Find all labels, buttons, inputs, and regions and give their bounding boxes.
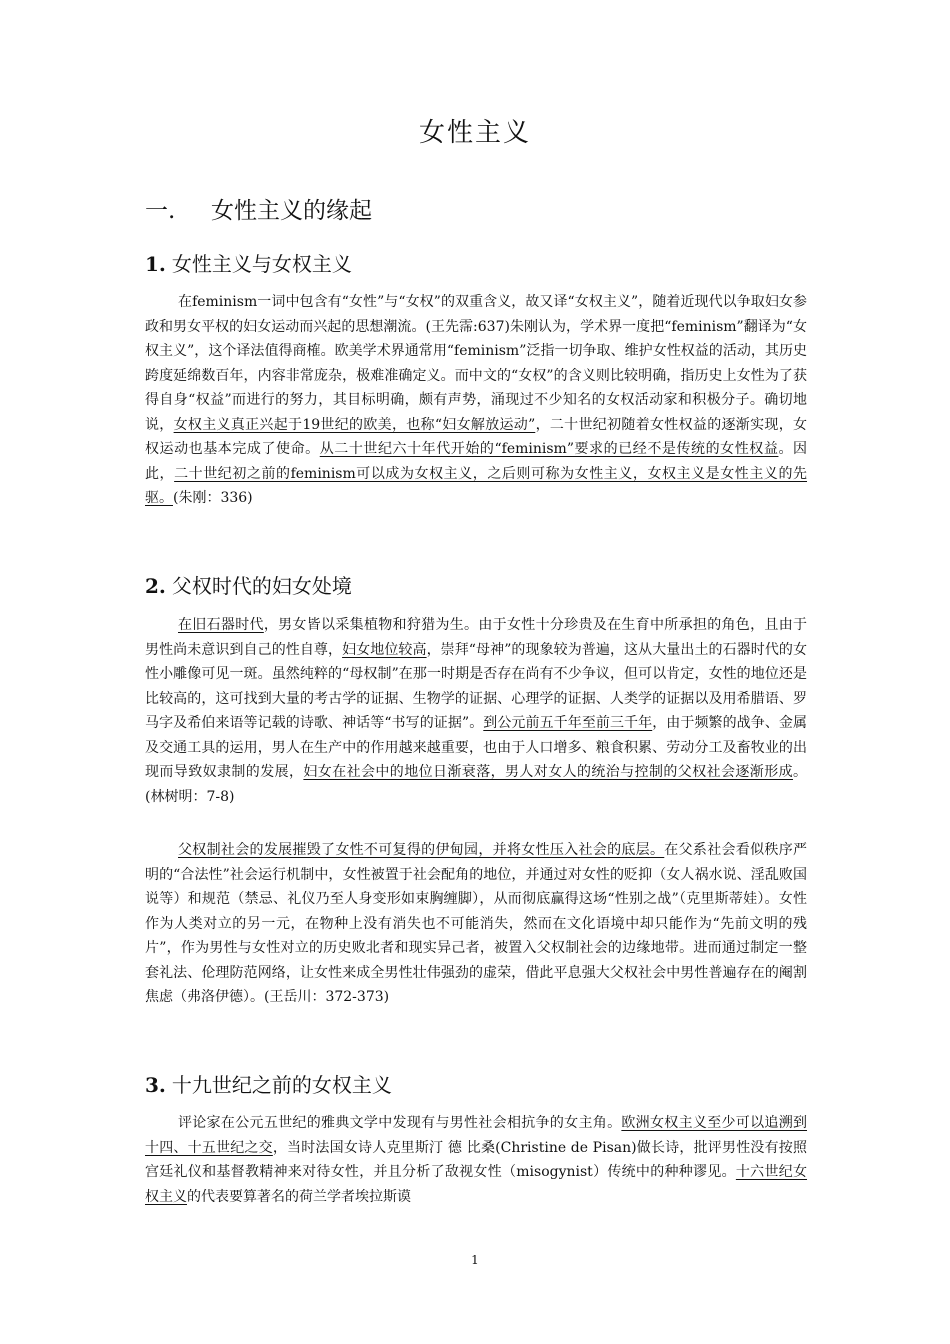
citation-text: 。(林树明：7-8) (145, 764, 808, 805)
paragraph-text: ，崇拜“母神”的现象较为普遍，这从大量出土的石器时代的女性小雕像可见一斑。虽然纯粹的“母权制”在那一时期是否存在尚有不少争议，但可以肯定，女性的地位还是比较高的，这可找到大量的考古学的证据、生物学的证据、心理学的证据、人类学的证据以及用希腊语、罗马字及希伯来语等记载的诗歌、神话等“书写的证据”。 (145, 641, 807, 731)
page-number: 1 (471, 1253, 479, 1267)
paragraph-text: 。因此， (145, 441, 807, 482)
sub-heading-number: 1. (145, 252, 166, 276)
paragraph-patriarchy-origin (145, 613, 807, 809)
paragraph-text: ，当时法国女诗人克里斯汀 德 比桑(Christine de Pisan)做长诗，批评男性没有按照宫廷礼仪和基督教精神来对待女性，并且分析了敌视女性（misogynist）传统中的种种谬见。 (145, 1139, 808, 1180)
sub-heading-1 (145, 248, 352, 277)
sub-heading-3 (145, 1069, 392, 1098)
underlined-text: 十六世纪女权主义 (145, 1164, 808, 1205)
sub-heading-title: 父权时代的妇女处境 (171, 574, 352, 598)
sub-heading-number: 2. (145, 574, 166, 598)
section-title: 女性主义的缘起 (211, 198, 372, 224)
underlined-text: 欧洲女权主义至少可以追溯到十四、十五世纪之交 (145, 1115, 808, 1156)
paragraph-text: ，二十世纪初随着女性权益的逐渐实现，女权运动也基本完成了使命。 (145, 416, 808, 457)
sub-heading-title: 十九世纪之前的女权主义 (171, 1073, 392, 1097)
underlined-text: 在旧石器时代 (178, 617, 264, 633)
paragraph-early-feminism (145, 1111, 807, 1209)
paragraph-text: 在父系社会看似秩序严明的“合法性”社会运行机制中，女性被置于社会配角的地位，并通过对女性的贬抑（女人祸水说、淫乱败国说等）和规范（禁忌、礼仪乃至人身变形如束胸缠脚），从而彻底赢得这场“性别之战”（克里斯蒂娃）。女性作为人类对立的另一元，在物种上没有消失也不可能消失，然而在文化语境中却只能作为“先前文明的残片”，作为男性与女性对立的历史败北者和现实异己者，被置入父权制社会的边缘地带。进而通过制定一整套礼法、伦理防范网络，让女性来成全男性壮伟强劲的虚荣，借此平息强大父权社会中男性普遍存在的阉割焦虑（弗洛伊德）。(王岳川：372-373) (145, 842, 808, 1005)
paragraph-text: 的代表要算著名的荷兰学者埃拉斯谟 (187, 1188, 411, 1205)
sub-heading-number: 3. (145, 1073, 166, 1097)
underlined-text: 妇女在社会中的地位日渐衰落，男人对女人的统治与控制的父权社会逐渐形成 (303, 764, 794, 780)
underlined-text: 二十世纪初之前的feminism可以成为女权主义，之后则可称为女性主义，女权主义是女性主义的先驱。 (145, 465, 808, 506)
paragraph-text: ，由于频繁的战争、金属及交通工具的运用，男人在生产中的作用越来越重要，也由于人口增多、粮食积累、劳动分工及畜牧业的出现而导致奴隶制的发展， (145, 715, 807, 780)
sub-heading-title: 女性主义与女权主义 (171, 252, 352, 276)
underlined-text: 到公元前五千年至前三千年 (483, 715, 653, 731)
underlined-text: 从二十世纪六十年代开始的“feminism”要求的已经不是传统的女性权益 (319, 441, 779, 457)
paragraph-text: ，男女皆以采集植物和狩猎为生。由于女性十分珍贵及在生育中所承担的角色，且由于男性尚未意识到自己的性自尊， (145, 617, 808, 658)
underlined-text: 妇女地位较高 (342, 641, 427, 658)
sub-heading-2 (145, 570, 352, 599)
section-number: 一. (145, 198, 176, 224)
underlined-text: 女权主义真正兴起于19世纪的欧美，也称“妇女解放运动” (173, 416, 536, 433)
citation-text: (朱刚：336) (173, 490, 253, 506)
paragraph-text: 评论家在公元五世纪的雅典文学中发现有与男性社会相抗争的女主角。 (178, 1115, 622, 1131)
paragraph-patriarchy-effects (145, 838, 807, 1010)
underlined-text: 父权制社会的发展摧毁了女性不可复得的伊甸园，并将女性压入社会的底层。 (178, 842, 665, 858)
document-title: 女性主义 (418, 118, 531, 148)
paragraph-feminism-definition (145, 290, 807, 511)
section-heading-1 (145, 192, 372, 225)
paragraph-text: 在feminism一词中包含有“女性”与“女权”的双重含义，故又译“女权主义”，随着近现代以争取妇女参政和男女平权的妇女运动而兴起的思想潮流。(王先霈:637)朱刚认为，学术界一度把“feminism”翻译为“女权主义”，这个译法值得商榷。欧美学术界通常用“feminism”泛指一切争取、维护女性权益的活动，其历史跨度延绵数百年，内容非常庞杂，极难准确定义。而中文的“女权”的含义则比较明确，指历史上女性为了获得自身“权益”而进行的努力，其目标明确，颇有声势，涌现过不少知名的女权活动家和积极分子。确切地说， (145, 294, 807, 433)
